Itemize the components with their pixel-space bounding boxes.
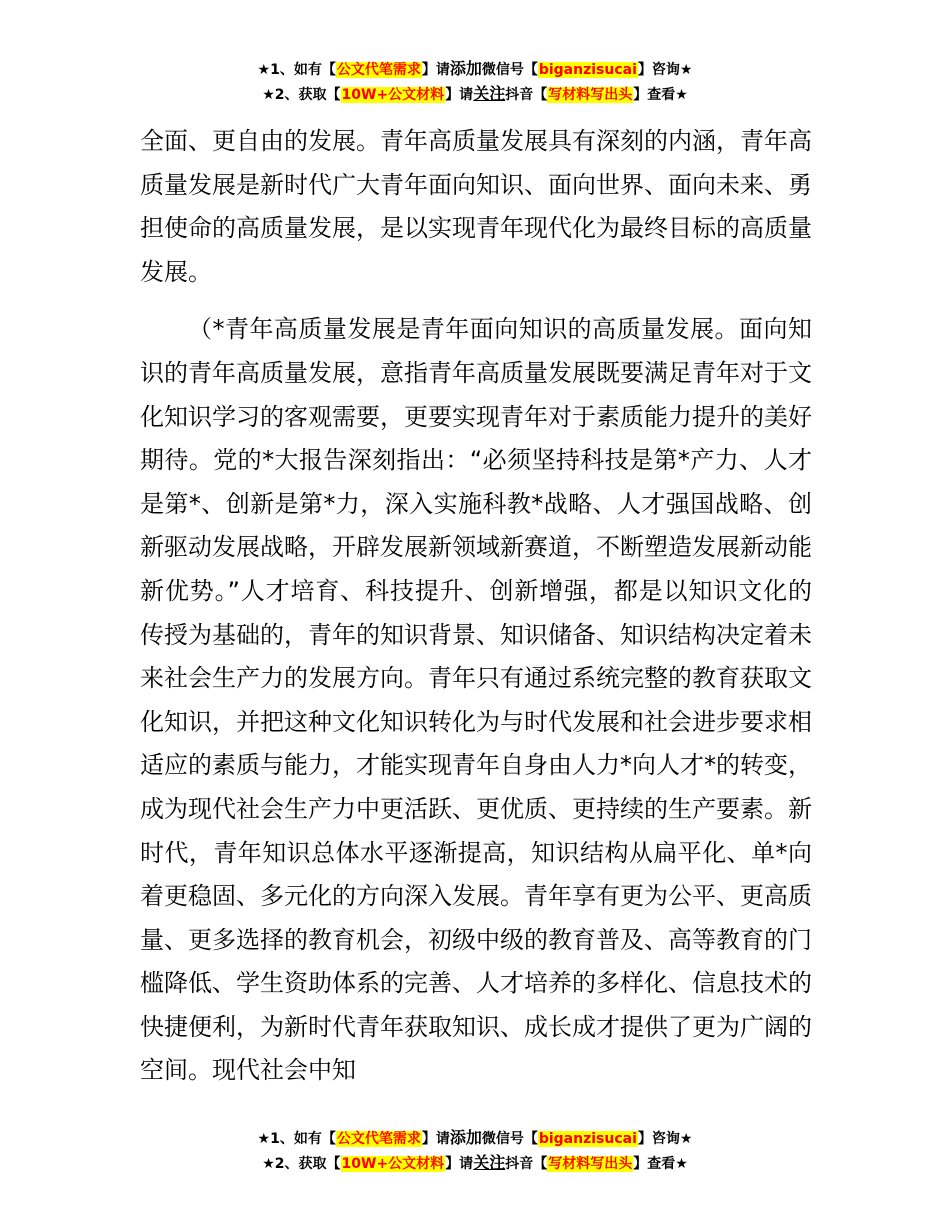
star-icon: ★: [257, 62, 271, 78]
header-line-1-prefix: 1、如有【: [270, 62, 336, 78]
footer-line-2-suffix: 】查看★: [633, 1156, 688, 1172]
footer-line-1-mid1: 】请: [421, 1131, 450, 1147]
highlight-materials: 10W+公文材料: [341, 1156, 445, 1172]
highlight-ghostwriting: 公文代笔需求: [336, 62, 421, 78]
star-icon: ★: [262, 1156, 275, 1172]
emphasis-add: 添加: [449, 59, 482, 78]
header-banner: [0, 57, 950, 107]
footer-line-2-prefix: 2、获取【: [274, 1156, 341, 1172]
footer-line-1-prefix: 1、如有【: [270, 1131, 336, 1147]
highlight-wechat-id: biganzisucai: [538, 62, 637, 78]
footer-line-2-mid2: 抖音【: [505, 1156, 548, 1172]
footer-line-1-mid2: 微信号【: [481, 1131, 538, 1147]
highlight-douyin-account: 写材料写出头: [548, 87, 633, 103]
header-line-1: [0, 57, 950, 82]
header-line-2-suffix: 】查看★: [633, 87, 688, 103]
header-line-2-mid2: 抖音【: [505, 87, 548, 103]
header-line-2-prefix: 2、获取【: [274, 87, 341, 103]
paragraph-1: 全面、更自由的发展。青年高质量发展具有深刻的内涵，青年高质量发展是新时代广大青年面向知识、面向世界、面向未来、勇担使命的高质量发展，是以实现青年现代化为最终目标的高质量发展。: [140, 127, 812, 286]
highlight-ghostwriting: 公文代笔需求: [336, 1131, 421, 1147]
highlight-wechat-id: biganzisucai: [538, 1131, 637, 1147]
paragraph-2: （*青年高质量发展是青年面向知识的高质量发展。面向知识的青年高质量发展，意指青年高质量发展既要满足青年对于文化知识学习的客观需要，更要实现青年对于素质能力提升的美好期待。党的*大报告深刻指出：“必须坚持科技是第*产力、人才是第*、创新是第*力，深入实施科教*战略、人才强国战略、创新驱动发展战略，开辟发展新领域新赛道，不断塑造发展新动能新优势。”人才培育、科技提升、创新增强，都是以知识文化的传授为基础的，青年的知识背景、知识储备、知识结构决定着未来社会生产力的发展方向。青年只有通过系统完整的教育获取文化知识，并把这种文化知识转化为与时代发展和社会进步要求相适应的素质与能力，才能实现青年自身由人力*向人才*的转变，成为现代社会生产力中更活跃、更优质、更持续的生产要素。新时代，青年知识总体水平逐渐提高，知识结构从扁平化、单*向着更稳固、多元化的方向深入发展。青年享有更为公平、更高质量、更多选择的教育机会，初级中级的教育普及、高等教育的门槛降低、学生资助体系的完善、人才培养的多样化、信息技术的快捷便利，为新时代青年获取知识、成长成才提供了更为广阔的空间。现代社会中知: [140, 315, 812, 1085]
header-line-2: [0, 82, 950, 107]
footer-banner: [0, 1126, 950, 1176]
emphasis-follow: 关注: [473, 1153, 506, 1172]
header-line-2-mid1: 】请: [445, 87, 474, 103]
star-icon: ★: [257, 1131, 271, 1147]
highlight-douyin-account: 写材料写出头: [548, 1156, 633, 1172]
emphasis-follow: 关注: [473, 84, 506, 103]
header-line-1-mid1: 】请: [421, 62, 450, 78]
footer-line-2-mid1: 】请: [445, 1156, 474, 1172]
header-line-1-suffix: 】咨询★: [637, 62, 693, 78]
star-icon: ★: [262, 87, 275, 103]
footer-line-1: [0, 1126, 950, 1151]
header-line-1-mid2: 微信号【: [481, 62, 538, 78]
emphasis-add: 添加: [449, 1128, 482, 1147]
footer-line-2: [0, 1151, 950, 1176]
highlight-materials: 10W+公文材料: [341, 87, 445, 103]
document-body: [140, 120, 812, 1093]
footer-line-1-suffix: 】咨询★: [637, 1131, 693, 1147]
